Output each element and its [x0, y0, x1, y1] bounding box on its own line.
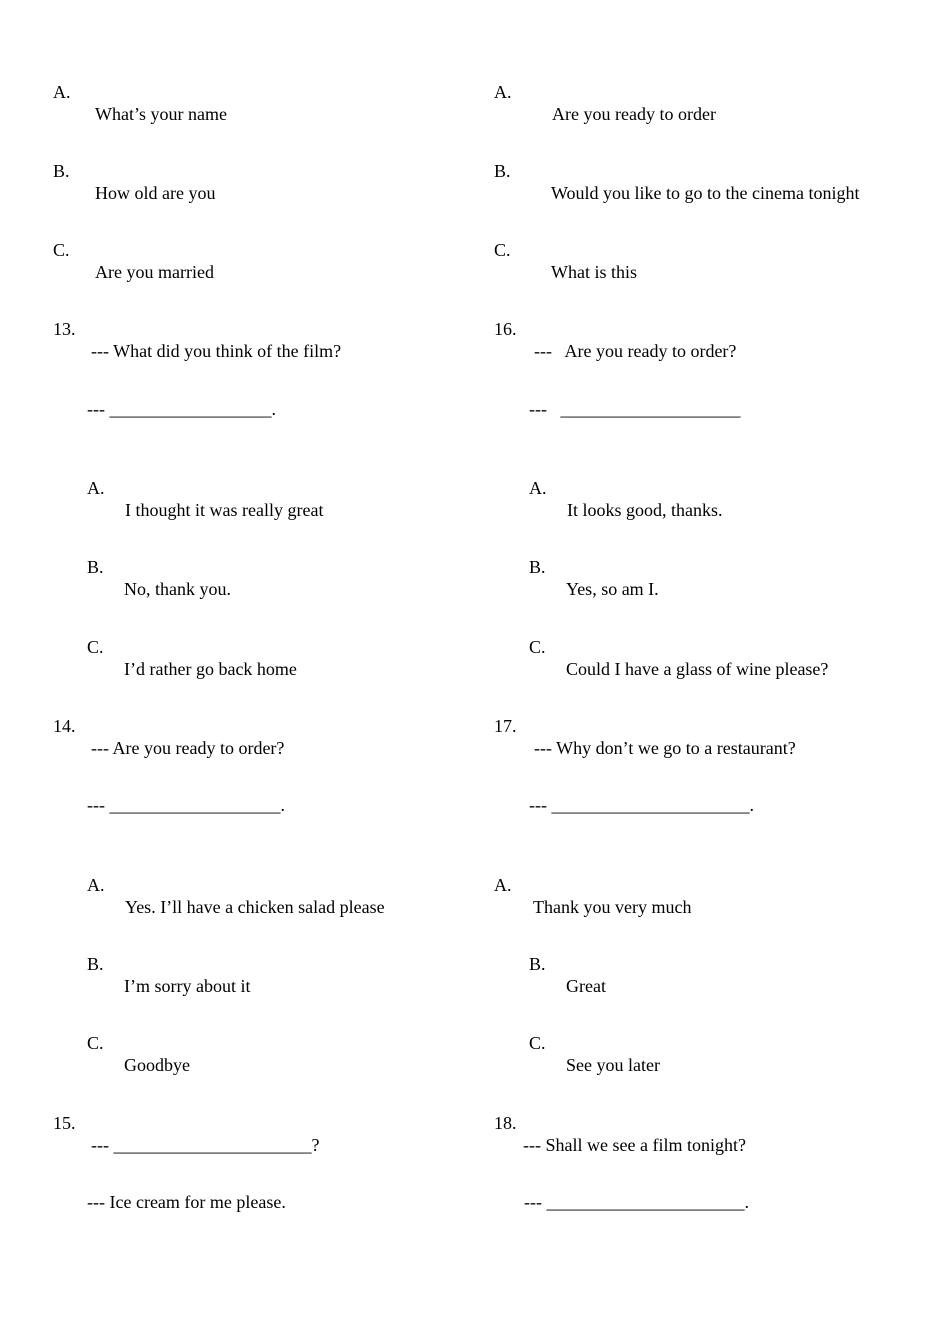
option-marker: B.: [87, 557, 104, 577]
question-prompt: --- ______________________?: [91, 1135, 320, 1155]
question-prompt: --- Are you ready to order?: [534, 341, 737, 361]
option-marker: A.: [53, 82, 71, 102]
answer-line: --- ______________________.: [529, 795, 754, 815]
option-marker: B.: [87, 954, 104, 974]
option-text: I’m sorry about it: [124, 976, 251, 996]
option-marker: B.: [529, 557, 546, 577]
question-number: 13.: [53, 319, 76, 339]
question-number: 16.: [494, 319, 517, 339]
option-text: Goodbye: [124, 1055, 190, 1075]
option-marker: A.: [494, 82, 512, 102]
option-marker: C.: [529, 637, 546, 657]
answer-blank: [0, 376, 741, 419]
option-text: See you later: [566, 1055, 660, 1075]
option-marker: C.: [87, 637, 104, 657]
option-marker: A.: [87, 478, 105, 498]
question-number: 15.: [53, 1113, 76, 1133]
option-text: Could I have a glass of wine please?: [566, 659, 829, 679]
question-prompt: --- Shall we see a film tonight?: [523, 1135, 746, 1155]
option-marker: A.: [87, 875, 105, 895]
answer-line: --- ___________________.: [87, 795, 285, 815]
question-prompt: --- What did you think of the film?: [91, 341, 342, 361]
option-text: Yes. I’ll have a chicken salad please: [125, 897, 385, 917]
option-text: What’s your name: [95, 104, 227, 124]
answer-line: --- __________________.: [87, 399, 276, 419]
option-marker: C.: [53, 240, 70, 260]
option-marker: C.: [494, 240, 511, 260]
option-text: How old are you: [95, 183, 216, 203]
question-prompt: --- Are you ready to order?: [91, 738, 285, 758]
option-text: I thought it was really great: [125, 500, 324, 520]
option-text: Yes, so am I.: [566, 579, 659, 599]
option-marker: C.: [529, 1033, 546, 1053]
option-marker: A.: [494, 875, 512, 895]
option-text: Are you married: [95, 262, 214, 282]
option-text: What is this: [551, 262, 637, 282]
question-number: 14.: [53, 716, 76, 736]
option-text: Great: [566, 976, 606, 996]
option-text: Thank you very much: [533, 897, 692, 917]
answer-line: --- ____________________: [529, 399, 741, 419]
option-text: Are you ready to order: [552, 104, 716, 124]
option-marker: B.: [494, 161, 511, 181]
option-text: I’d rather go back home: [124, 659, 297, 679]
question-number: 17.: [494, 716, 517, 736]
reply-text: --- Ice cream for me please.: [87, 1192, 286, 1212]
question-prompt: --- Why don’t we go to a restaurant?: [534, 738, 796, 758]
option-text: Would you like to go to the cinema tonight: [551, 183, 860, 203]
option-marker: C.: [87, 1033, 104, 1053]
option-marker: B.: [529, 954, 546, 974]
option-marker: B.: [53, 161, 70, 181]
question-number: 18.: [494, 1113, 517, 1133]
answer-blank: [0, 772, 754, 815]
option-marker: A.: [529, 478, 547, 498]
answer-line: --- ______________________.: [524, 1192, 749, 1212]
option-text: No, thank you.: [124, 579, 231, 599]
option-text: It looks good, thanks.: [567, 500, 723, 520]
